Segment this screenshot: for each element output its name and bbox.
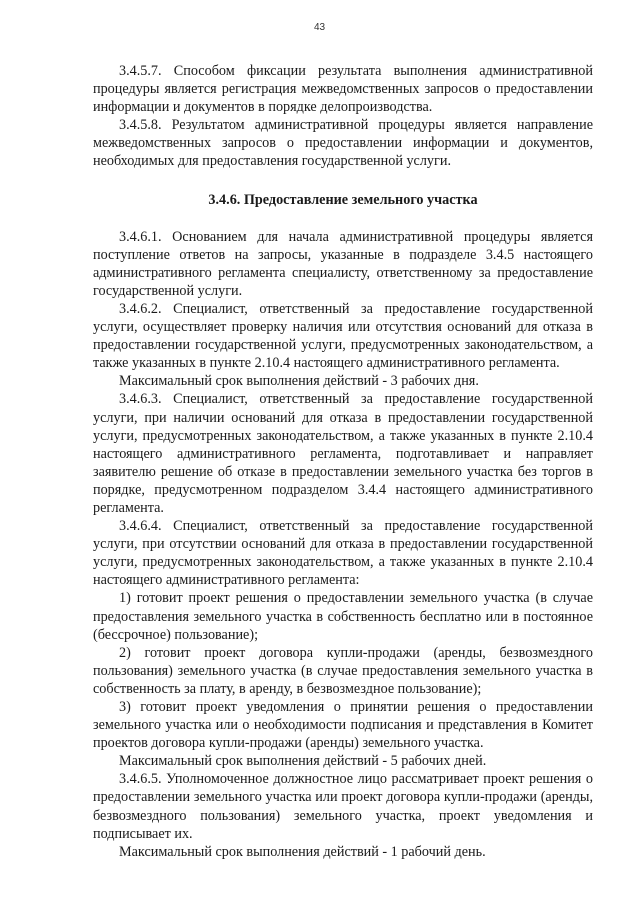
paragraph-3-4-6-1: 3.4.6.1. Основанием для начала административной процедуры является поступление ответов на запросы, указанные в подразделе 3.4.5 настоящего административного регламента специалисту, ответственному за предоставление государственной услуги. — [93, 228, 593, 299]
paragraph-3-4-6-4: 3.4.6.4. Специалист, ответственный за предоставление государственной услуги, при отсутствии оснований для отказа в предоставлении государственной услуги, предусмотренных законодательством, а также указанных в пункте 2.10.4 настоящего административного регламента: — [93, 518, 593, 589]
deadline-3-days: Максимальный срок выполнения действий - 3 рабочих дня. — [119, 373, 479, 390]
section-heading: 3.4.6. Предоставление земельного участка — [208, 191, 478, 208]
list-item-1: 1) готовит проект решения о предоставлении земельного участка (в случае предоставления земельного участка в собственность бесплатно или в постоянное (бессрочное) пользование); — [93, 590, 593, 643]
paragraph-3-4-6-2: 3.4.6.2. Специалист, ответственный за предоставление государственной услуги, осуществляет проверку наличия или отсутствия оснований для отказа в предоставлении государственной услуги, предусмотренных законодательством, а также указанных в пункте 2.10.4 настоящего административного регламента. — [93, 300, 593, 372]
document-body — [93, 62, 593, 861]
paragraph-3-4-5-8: 3.4.5.8. Результатом административной процедуры является направление межведомственных запросов о предоставлении информации и документов, необходимых для предоставления государственной услуги. — [93, 117, 593, 170]
paragraph-3-4-6-3: 3.4.6.3. Специалист, ответственный за предоставление государственной услуги, при наличии оснований для отказа в предоставлении государственной услуги, предусмотренных законодательством, а также указанных в пункте 2.10.4 настоящего административного регламента, подготавливает и направляет заявителю решение об отказе в предоставлении земельного участка без торгов в порядке, предусмотренном подразделом 3.4.4 настоящего административного регламента. — [93, 391, 593, 516]
paragraph-3-4-5-7: 3.4.5.7. Способом фиксации результата выполнения административной процедуры является регистрация межведомственных запросов о предоставлении информации и документов в порядке делопроизводства. — [93, 63, 593, 116]
page-number: 43 — [313, 22, 326, 33]
list-item-3: 3) готовит проект уведомления о принятии решения о предоставлении земельного участка или о необходимости подписания и представления в Комитет проектов договора купли-продажи (аренды) земельного участка. — [93, 699, 593, 752]
paragraph-3-4-6-5: 3.4.6.5. Уполномоченное должностное лицо рассматривает проект решения о предоставлении земельного участка или проект договора купли-продажи (аренды, безвозмездного пользования) земельного участка, проект уведомления и подписывает их. — [93, 771, 593, 842]
deadline-1-day: Максимальный срок выполнения действий - 1 рабочий день. — [119, 843, 486, 860]
deadline-5-days: Максимальный срок выполнения действий - 5 рабочих дней. — [119, 753, 487, 770]
list-item-2: 2) готовит проект договора купли-продажи (аренды, безвозмездного пользования) земельного участка (в случае предоставления земельного участка в собственность за плату, в аренду, в безвозмездное пользование); — [93, 644, 593, 697]
